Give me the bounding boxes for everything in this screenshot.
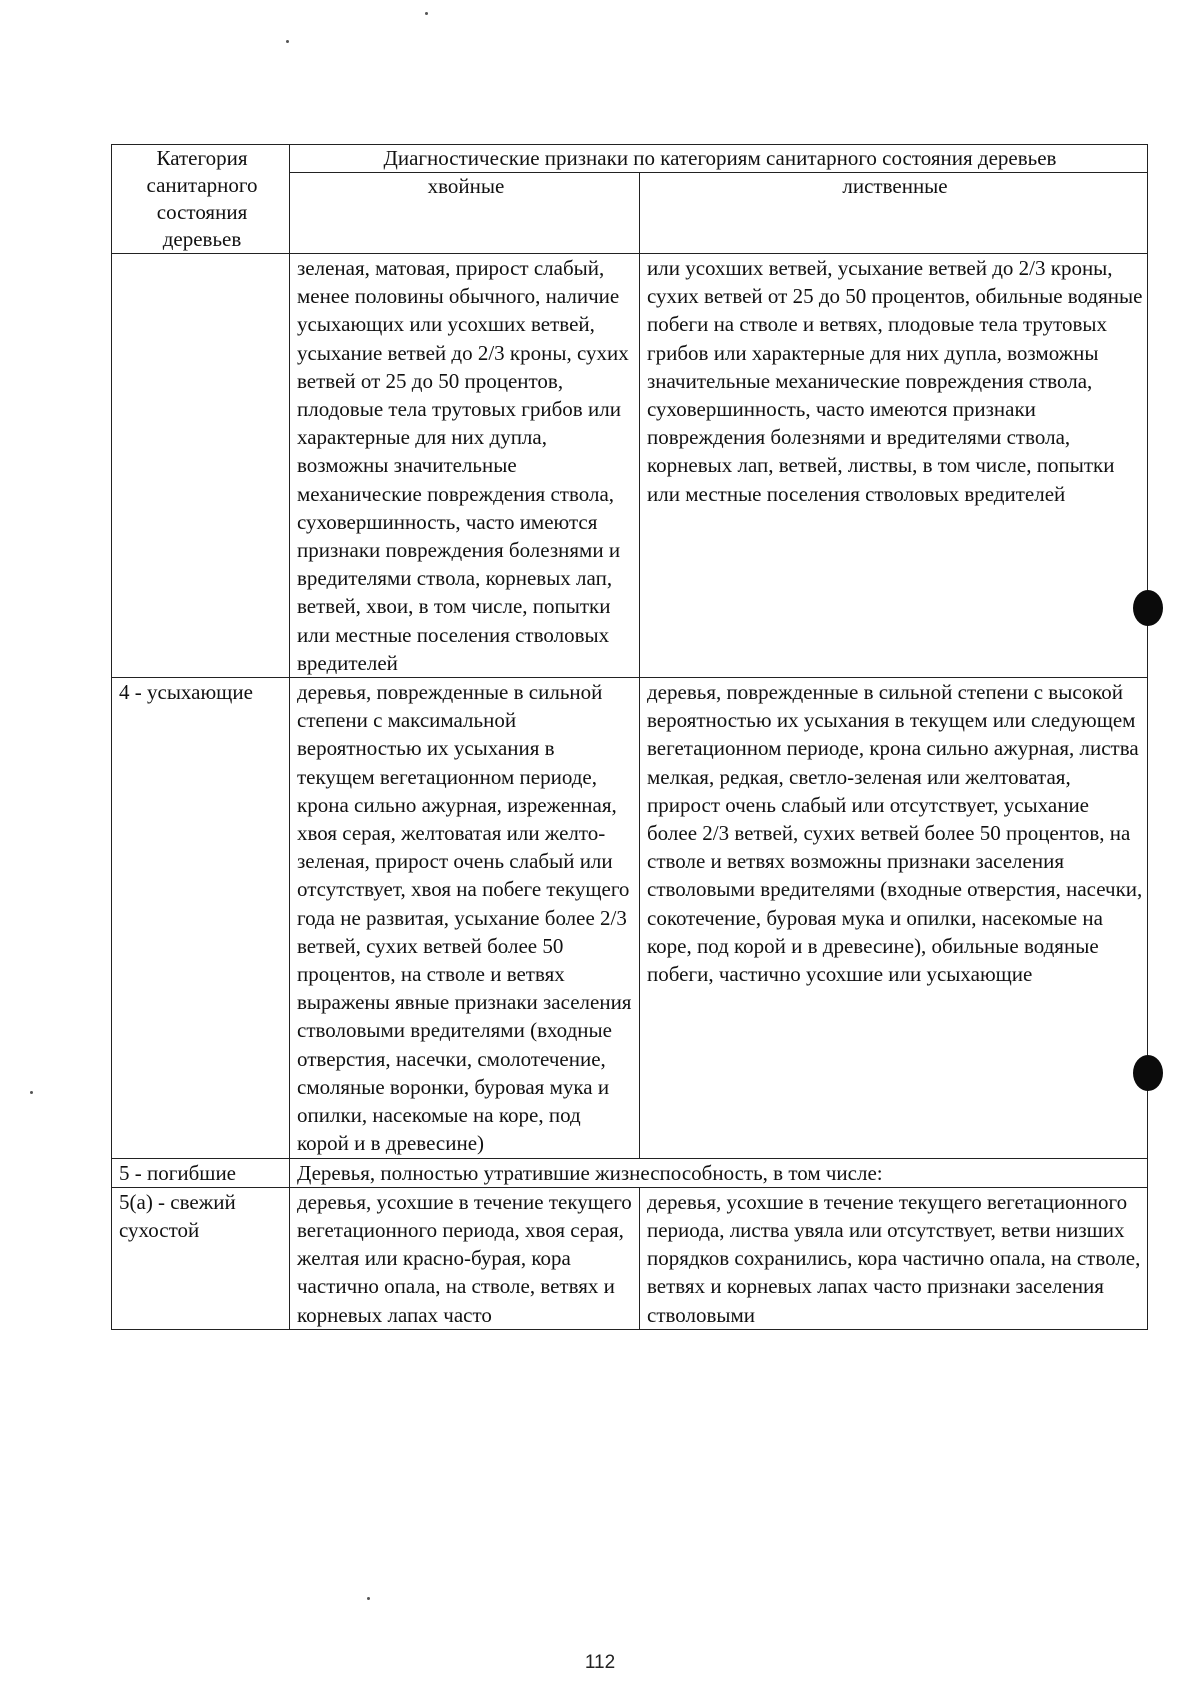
table-header-row: [112, 145, 1148, 173]
conifers-cell: зеленая, матовая, прирост слабый, менее половины обычного, наличие усыхающих или усохших ветвей, усыхание ветвей до 2/3 кроны, сухих ветвей от 25 до 50 процентов, плодовые тела трутовых грибов или характерные для них дупла, возможны значительные механические повреждения ствола, суховершинность, часто имеются признаки повреждения болезнями и вредителями ствола, корневых лап, ветвей, хвои, в том числе, попытки или местные поселения стволовых вредителей: [290, 254, 640, 678]
deciduous-cell: деревья, усохшие в течение текущего вегетационного периода, листва увяла или отсутствует, ветви низших порядков сохранились, кора частично опала, на стволе, ветвях и корневых лапах часто признаки заселения стволовыми: [640, 1187, 1148, 1329]
merged-description-cell: Деревья, полностью утратившие жизнеспособность, в том числе:: [290, 1158, 1148, 1187]
table-row: [112, 678, 1148, 1158]
punch-hole: [1133, 590, 1163, 626]
punch-hole: [1133, 1055, 1163, 1091]
deciduous-cell: деревья, поврежденные в сильной степени с высокой вероятностью их усыхания в текущем или следующем вегетационном периоде, крона сильно ажурная, листва мелкая, редкая, светло-зеленая или желтоватая, прирост очень слабый или отсутствует, усыхание более 2/3 ветвей, сухих ветвей более 50 процентов, на стволе и ветвях возможны признаки заселения стволовыми вредителями (входные отверстия, насечки, сокотечение, буровая мука и опилки, насекомые на коре, под корой и в древесине), обильные водяные побеги, частично усохшие или усыхающие: [640, 678, 1148, 1158]
scan-speck: [286, 40, 289, 43]
category-cell: 5 - погибшие: [112, 1158, 290, 1187]
conifers-cell: деревья, поврежденные в сильной степени с максимальной вероятностью их усыхания в текущем вегетационном периоде, крона сильно ажурная, изреженная, хвоя серая, желтоватая или желто-зеленая, прирост очень слабый или отсутствует, хвоя на побеге текущего года не развитая, усыхание более 2/3 ветвей, сухих ветвей более 50 процентов, на стволе и ветвях выражены явные признаки заселения стволовыми вредителями (входные отверстия, насечки, смолотечение, смоляные воронки, буровая мука и опилки, насекомые на коре, под корой и в древесине): [290, 678, 640, 1158]
scan-speck: [367, 1597, 370, 1600]
category-cell: 5(а) - свежий сухостой: [112, 1187, 290, 1329]
header-category-cell: Категория санитарного состояния деревьев: [112, 145, 290, 254]
table-row: [112, 1158, 1148, 1187]
header-conifers-cell: хвойные: [290, 173, 640, 254]
deciduous-cell: или усохших ветвей, усыхание ветвей до 2/3 кроны, сухих ветвей от 25 до 50 процентов, обильные водяные побеги на стволе и ветвях, плодовые тела трутовых грибов или характерные для них дупла, возможны значительные механические повреждения ствола, суховершинность, часто имеются признаки повреждения болезнями и вредителями ствола, корневых лап, ветвей, листвы, в том числе, попытки или местные поселения стволовых вредителей: [640, 254, 1148, 678]
category-cell: [112, 254, 290, 678]
header-deciduous-cell: лиственные: [640, 173, 1148, 254]
scan-speck: [425, 12, 428, 15]
scan-speck: [30, 1091, 33, 1094]
table-row: [112, 1187, 1148, 1329]
category-cell: 4 - усыхающие: [112, 678, 290, 1158]
conifers-cell: деревья, усохшие в течение текущего вегетационного периода, хвоя серая, желтая или красно-бурая, кора частично опала, на стволе, ветвях и корневых лапах часто: [290, 1187, 640, 1329]
sanitary-condition-table: [111, 144, 1148, 1330]
table-row: [112, 254, 1148, 678]
header-diagnostic-cell: Диагностические признаки по категориям санитарного состояния деревьев: [290, 145, 1148, 173]
page-number: 112: [584, 1652, 616, 1673]
